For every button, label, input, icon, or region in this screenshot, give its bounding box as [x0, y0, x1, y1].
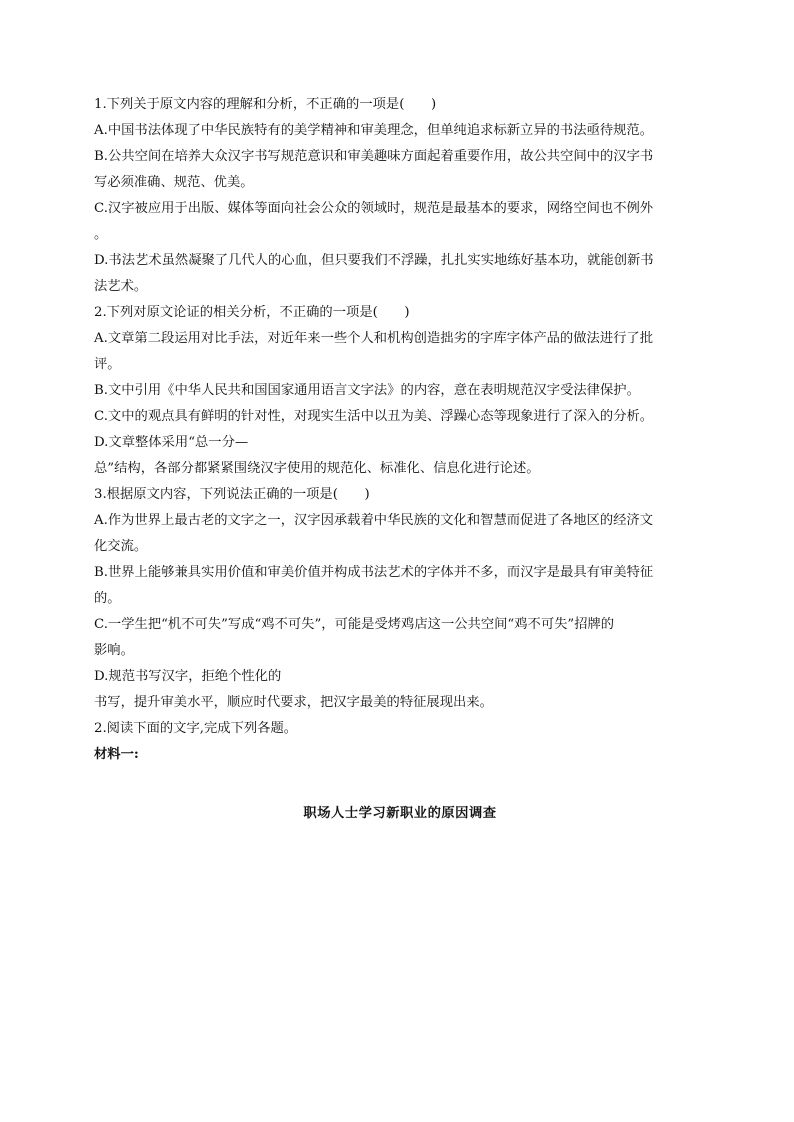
question-1-option-b: B.公共空间在培养大众汉字书写规范意识和审美趣味方面起着重要作用，故公共空间中的汉字书	[94, 149, 654, 164]
question-1-option-c: C.汉字被应用于出版、媒体等面向社会公众的领域时，规范是最基本的要求，网络空间也不例外	[94, 201, 654, 216]
question-3-option-a-cont: 化交流。	[94, 539, 148, 554]
question-2-option-c: C.文中的观点具有鲜明的针对性，对现实生活中以丑为美、浮躁心态等现象进行了深入的分析。	[94, 409, 654, 424]
question-2-option-d-cont: 总”结构，各部分都紧紧围绕汉字使用的规范化、标准化、信息化进行论述。	[94, 461, 540, 476]
question-3-option-a: A.作为世界上最古老的文字之一，汉字因承载着中华民族的文化和智慧而促进了各地区的经济文	[94, 513, 653, 528]
question-3-option-c: C.一学生把“机不可失”写成“鸡不可失”，可能是受烤鸡店这一公共空间“鸡不可失”招牌的	[94, 617, 615, 632]
material-label: 材料一:	[94, 747, 139, 762]
question-3-option-b: B.世界上能够兼具实用价值和审美价值并构成书法艺术的字体并不多，而汉字是最具有审美特征	[94, 565, 654, 580]
question-2-option-a-cont: 评。	[94, 357, 121, 372]
question-2-option-b: B.文中引用《中华人民共和国国家通用语言文字法》的内容，意在表明规范汉字受法律保护。	[94, 383, 640, 398]
question-1-option-d-cont: 法艺术。	[94, 279, 148, 294]
question-1-option-b-cont: 写必须准确、规范、优美。	[94, 175, 254, 190]
question-1-option-c-cont: 。	[94, 227, 108, 242]
question-3-option-b-cont: 的。	[94, 591, 121, 606]
question-1-stem: 1.下列关于原文内容的理解和分析，不正确的一项是( )	[94, 97, 437, 112]
question-2-option-d: D.文章整体采用“总一分—	[94, 435, 249, 450]
question-1-option-a: A.中国书法体现了中华民族特有的美学精神和审美理念，但单纯追求标新立异的书法亟待规范。	[94, 123, 653, 138]
question-3-option-c-cont: 影响。	[94, 643, 134, 658]
question-1-option-d: D.书法艺术虽然凝聚了几代人的心血，但只要我们不浮躁，扎扎实实地练好基本功，就能创新书	[94, 253, 654, 268]
question-2-option-a: A.文章第二段运用对比手法，对近年来一些个人和机构创造拙劣的字库字体产品的做法进行了批	[94, 331, 653, 346]
document-body	[94, 92, 706, 768]
reading-instruction: 2.阅读下面的文字,完成下列各题。	[94, 721, 298, 736]
question-3-option-d-cont: 书写，提升审美水平，顺应时代要求，把汉字最美的特征展现出来。	[94, 695, 493, 710]
question-2-stem: 2.下列对原文论证的相关分析，不正确的一项是( )	[94, 305, 410, 320]
chart-title: 职场人士学习新职业的原因调查	[303, 806, 497, 821]
question-3-option-d: D.规范书写汉字，拒绝个性化的	[94, 669, 282, 684]
question-3-stem: 3.根据原文内容，下列说法正确的一项是( )	[94, 487, 370, 502]
